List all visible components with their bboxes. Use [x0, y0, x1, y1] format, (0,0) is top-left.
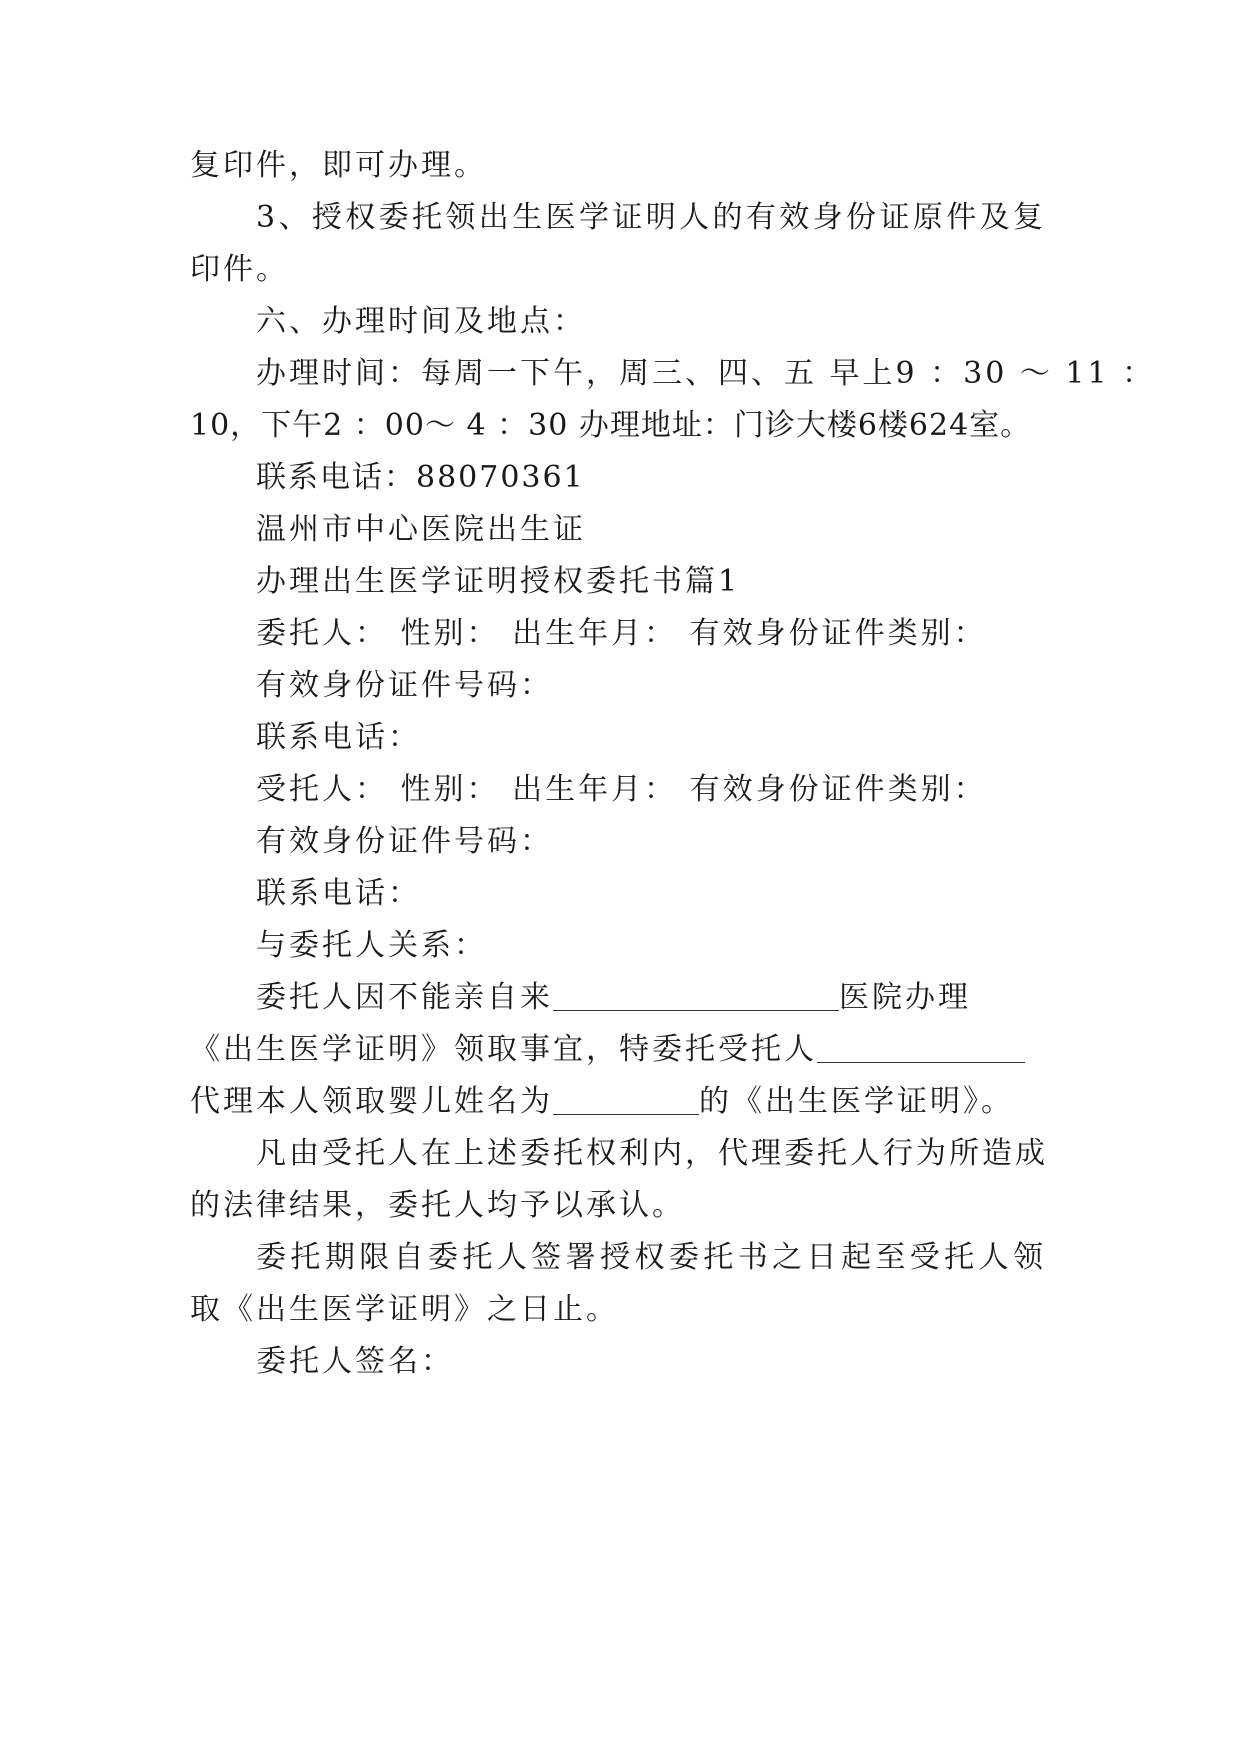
- delegation-text: 《出生医学证明》领取事宜，特委托受托人: [190, 1032, 817, 1067]
- form-line: 有效身份证件号码：: [256, 824, 553, 859]
- delegation-line: [190, 1082, 1014, 1122]
- signature-label: 委托人签名：: [256, 1344, 454, 1379]
- text-line: 印件。: [190, 252, 289, 287]
- form-line: 有效身份证件号码：: [256, 668, 553, 703]
- document-title: 办理出生医学证明授权委托书篇1: [256, 564, 741, 599]
- delegation-text: 的《出生医学证明》。: [699, 1084, 1014, 1119]
- text-line: 委托期限自委托人签署授权委托书之日起至受托人领: [256, 1240, 1046, 1275]
- delegation-text: 委托人因不能亲自来: [256, 980, 553, 1015]
- text-line: 复印件，即可办理。: [190, 148, 487, 183]
- trustee-blank[interactable]: [817, 1032, 1025, 1063]
- delegation-text: 医院办理: [839, 980, 971, 1015]
- delegation-line: [190, 1030, 1025, 1070]
- phone-line: 联系电话：88070361: [256, 460, 585, 495]
- form-line: 联系电话：: [256, 720, 421, 755]
- text-line: 温州市中心医院出生证: [256, 512, 586, 547]
- form-line: 联系电话：: [256, 876, 421, 911]
- hospital-blank[interactable]: [553, 980, 839, 1011]
- delegation-line: [256, 978, 971, 1018]
- text-line: 的法律结果，委托人均予以承认。: [190, 1188, 685, 1223]
- baby-name-blank[interactable]: [553, 1084, 699, 1115]
- text-line: 取《出生医学证明》之日止。: [190, 1292, 619, 1327]
- text-line: 办理时间：每周一下午，周三、四、五 早上9 ：30 ～ 11 ：: [256, 356, 1156, 391]
- form-line: 委托人： 性别： 出生年月： 有效身份证件类别：: [256, 616, 987, 651]
- form-line: 受托人： 性别： 出生年月： 有效身份证件类别：: [256, 772, 987, 807]
- text-line: 3、授权委托领出生医学证明人的有效身份证原件及复: [256, 200, 1046, 235]
- form-line: 与委托人关系：: [256, 928, 487, 963]
- section-heading: 六、办理时间及地点：: [256, 304, 586, 339]
- text-line: 10，下午2 ：00～ 4 ：30 办理地址：门诊大楼6楼624室。: [190, 408, 1032, 443]
- text-line: 凡由受托人在上述委托权利内，代理委托人行为所造成: [256, 1136, 1048, 1171]
- delegation-text: 代理本人领取婴儿姓名为: [190, 1084, 553, 1119]
